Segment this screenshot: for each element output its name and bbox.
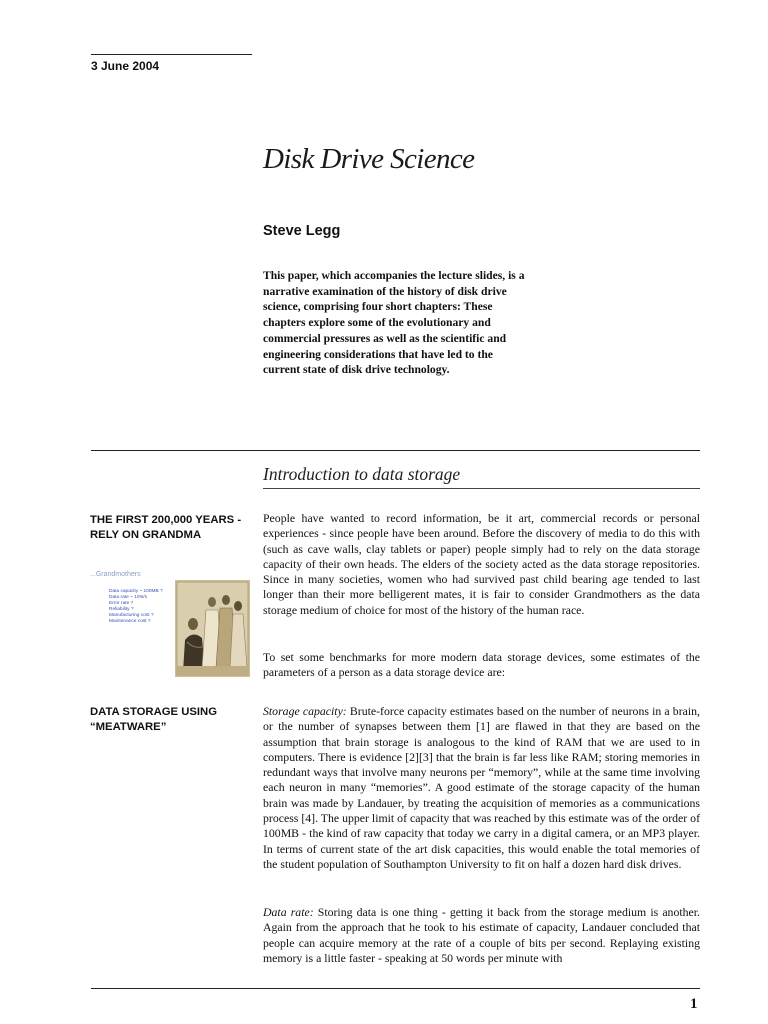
paragraph-benchmarks: To set some benchmarks for more modern data storage devices, some estimates of the parameters of a person as a data storage device are: [263,650,700,680]
data-rate-label: Data rate: [263,905,314,919]
paragraph-storage-capacity [263,704,700,872]
storage-capacity-text: Brute-force capacity estimates based on the number of neurons in a brain, or the number of synapses between them [1] are flawed in that they are based on the assumption that brain storage is analogous to the kind of RAM that we are used to in computers. There is evidence [2][3] that the brain is far less like RAM; storing memories in redundant ways that involve many neurons per “memory”, while at the same time involving each neuron in many “memories”. A good estimate of the storage capacity of the human brain was made by Landauer, by treating the acquisition of memories as a communications process [4]. The upper limit of capacity that was reached by this estimate was of the order of 100MB - the kind of raw capacity that today we carry in a digital camera, or an MP3 player. In terms of current state of the art disk capacities, this would enable the total memories of the student population of Southampton University to fit on half a dozen hard disk drives. [263,704,700,871]
sidebar-heading-grandma: THE FIRST 200,000 YEARS - RELY ON GRANDMA [90,514,242,541]
slide-list [109,589,163,624]
data-rate-text: Storing data is one thing - getting it back from the storage medium is another. Again from the approach that he took to his estimate of capacity, Landauer concluded that people can acquire memory at the rate of a couple of bits per second. Replaying existing memory is a little faster - speaking at 50 words per minute with [263,905,700,965]
page-number: 1 [690,996,698,1012]
slide-list-item: Reliability ? [109,606,134,612]
section-rule-top [91,450,700,451]
sidebar-heading-meatware: DATA STORAGE USING “MEATWARE” [90,706,217,733]
slide-list-item: Error rate ? [109,600,134,606]
slide-list-item: Data capacity ~ 100MB ? [109,589,163,594]
section-rule-bottom [263,488,700,489]
page-title: Disk Drive Science [263,143,475,175]
section-title: Introduction to data storage [263,464,461,484]
paragraph-data-rate [263,905,700,966]
abstract: This paper, which accompanies the lecture slides, is a narrative examination of the history of disk drive science, comprising four short chapters: These chapters explore some of the evolutionary and commercial pressures as well as the scientific and engineering considerations that have led to the current state of disk drive technology. [263,269,525,377]
slide-thumbnail [90,568,250,678]
slide-list-item: Maintenance cost ? [109,618,151,624]
grandmothers-illustration [175,580,250,677]
slide-list-item: Manufacturing cost ? [109,612,154,618]
author: Steve Legg [263,223,341,239]
storage-capacity-label: Storage capacity: [263,704,347,718]
slide-caption: ...Grandmothers [90,571,141,578]
footer-rule [91,988,700,989]
slide-list-item: Data rate ~ 1/0s/s [109,594,147,600]
header-rule [91,54,252,55]
paragraph-grandma: People have wanted to record information, be it art, commercial records or personal experiences - since people have been around. Before the discovery of media to do this with (such as cave walls, clay tablets or paper) people simply had to rely on the data storage capacity of their own heads. The elders of the society acted as the data storage repositories. Since in many societies, women who had survived past child bearing age tended to last longer than their more belligerent mates, it is fair to consider Grandmothers as the data storage medium of choice for most of the history of the human race. [263,511,700,617]
date: 3 June 2004 [91,59,160,73]
